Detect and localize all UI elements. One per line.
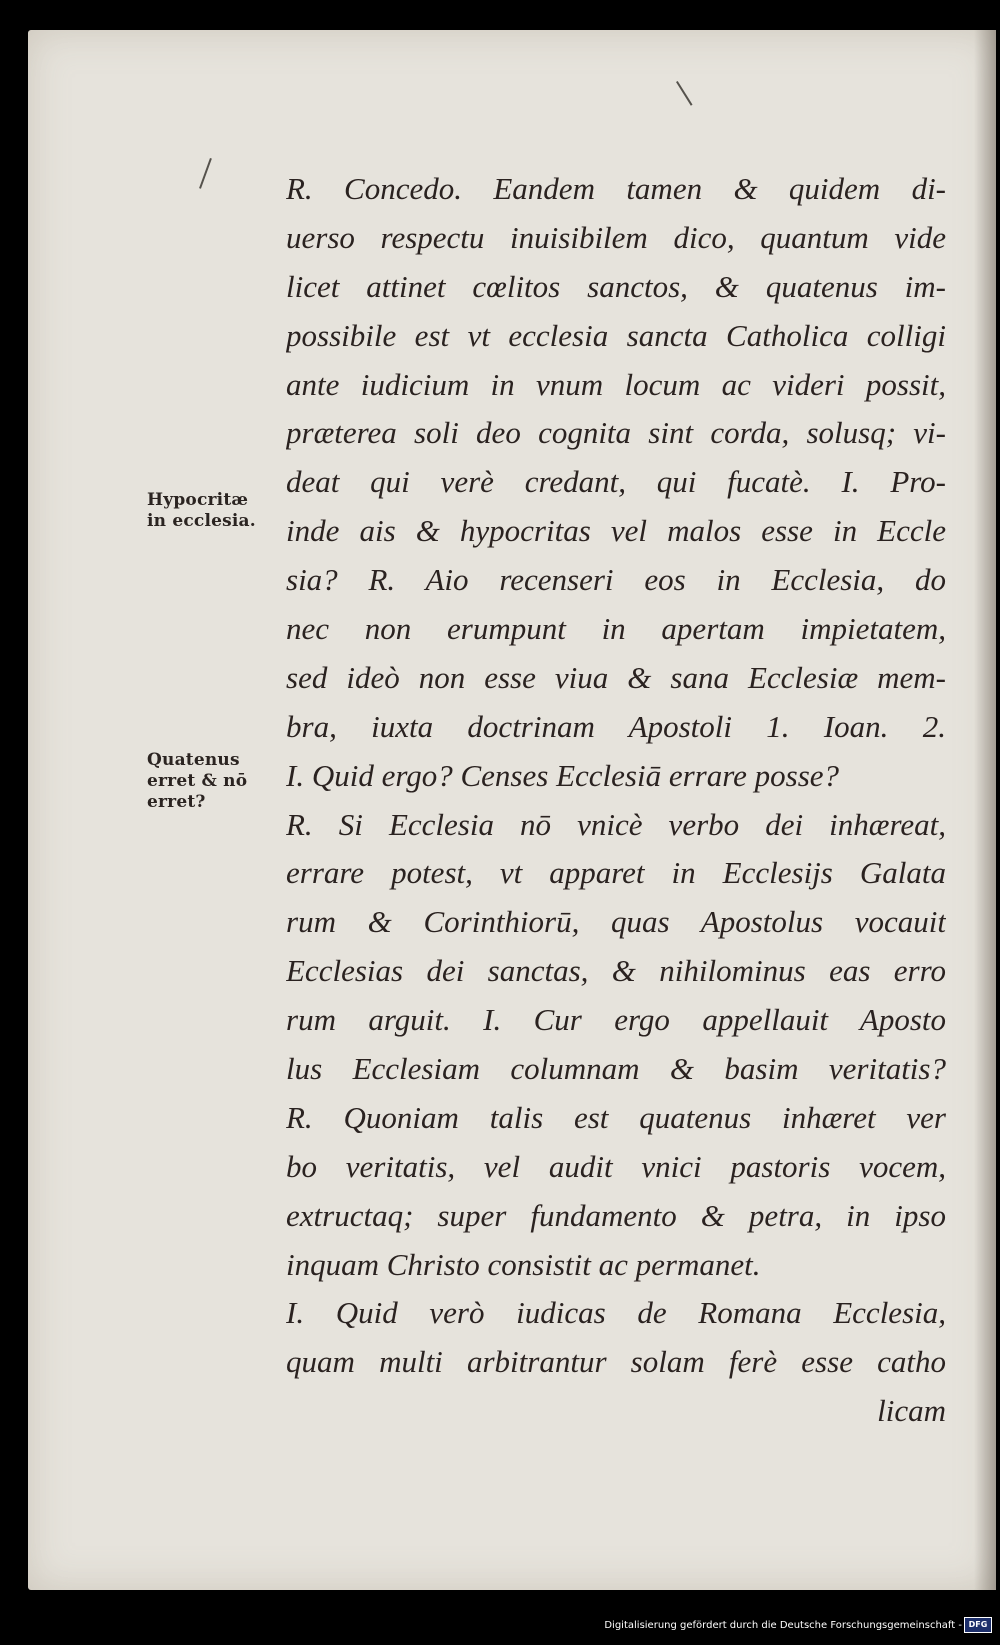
margin-note-line: Hypocritæ (147, 490, 249, 510)
text-line: ante iudicium in vnum locum ac videri possit, (286, 366, 946, 402)
text-line: possibile est vt ecclesia sancta Catholica colligi (286, 317, 946, 353)
catchword: licam (877, 1393, 946, 1429)
text-line: bra, iuxta doctrinam Apostoli 1. Ioan. 2. (286, 708, 946, 744)
text-line: lus Ecclesiam columnam & basim veritatis? (286, 1051, 946, 1087)
margin-note-errors (147, 750, 247, 813)
text-line: I. Quid ergo? Censes Ecclesiā errare posse? (286, 757, 840, 793)
text-line: rum arguit. I. Cur ergo appellauit Aposto (286, 1002, 946, 1038)
text-line: uerso respectu inuisibilem dico, quantum vide (286, 219, 946, 255)
main-text (286, 165, 946, 1436)
text-line: I. Quid verò iudicas de Romana Ecclesia, (286, 1295, 946, 1331)
text-line: sia? R. Aio recenseri eos in Ecclesia, do (286, 562, 946, 598)
gutter-shadow (974, 30, 996, 1590)
text-line: inquam Christo consistit ac permanet. (286, 1246, 761, 1282)
dfg-logo-icon: DFG (964, 1617, 992, 1633)
text-line: rum & Corinthiorū, quas Apostolus vocauit (286, 904, 946, 940)
text-line: Ecclesias dei sanctas, & nihilominus eas erro (286, 953, 946, 989)
text-line: R. Quoniam talis est quatenus inhæret ver (286, 1099, 946, 1135)
text-line: licet attinet cœlitos sanctos, & quatenus im- (286, 268, 946, 304)
text-line: extructaq; super fundamento & petra, in ipso (286, 1197, 946, 1233)
text-line: bo veritatis, vel audit vnici pastoris vocem, (286, 1148, 946, 1184)
text-line: R. Concedo. Eandem tamen & quidem di- (286, 171, 946, 206)
margin-note-line: erret? (147, 792, 206, 812)
text-line: præterea soli deo cognita sint corda, solusq; vi- (286, 415, 946, 451)
footer-bar (0, 1590, 1000, 1645)
text-line: quam multi arbitrantur solam ferè esse catho (286, 1344, 946, 1380)
funding-credit: Digitalisierung gefördert durch die Deutsche Forschungsgemeinschaft - (604, 1620, 962, 1631)
margin-note-line: erret & nō (147, 771, 248, 791)
text-line: errare potest, vt apparet in Ecclesijs Galata (286, 855, 946, 891)
text-line: R. Si Ecclesia nō vnicè verbo dei inhæreat, (286, 806, 946, 842)
text-line: inde ais & hypocritas vel malos esse in Eccle (286, 513, 946, 549)
text-line: sed ideò non esse viua & sana Ecclesiæ mem- (286, 659, 946, 695)
text-line: nec non erumpunt in apertam impietatem, (286, 611, 946, 647)
margin-note-hypocrites (147, 490, 256, 532)
margin-note-line: Quatenus (147, 750, 240, 770)
text-line: deat qui verè credant, qui fucatè. I. Pro- (286, 464, 946, 500)
margin-note-line: in ecclesia. (147, 511, 256, 531)
